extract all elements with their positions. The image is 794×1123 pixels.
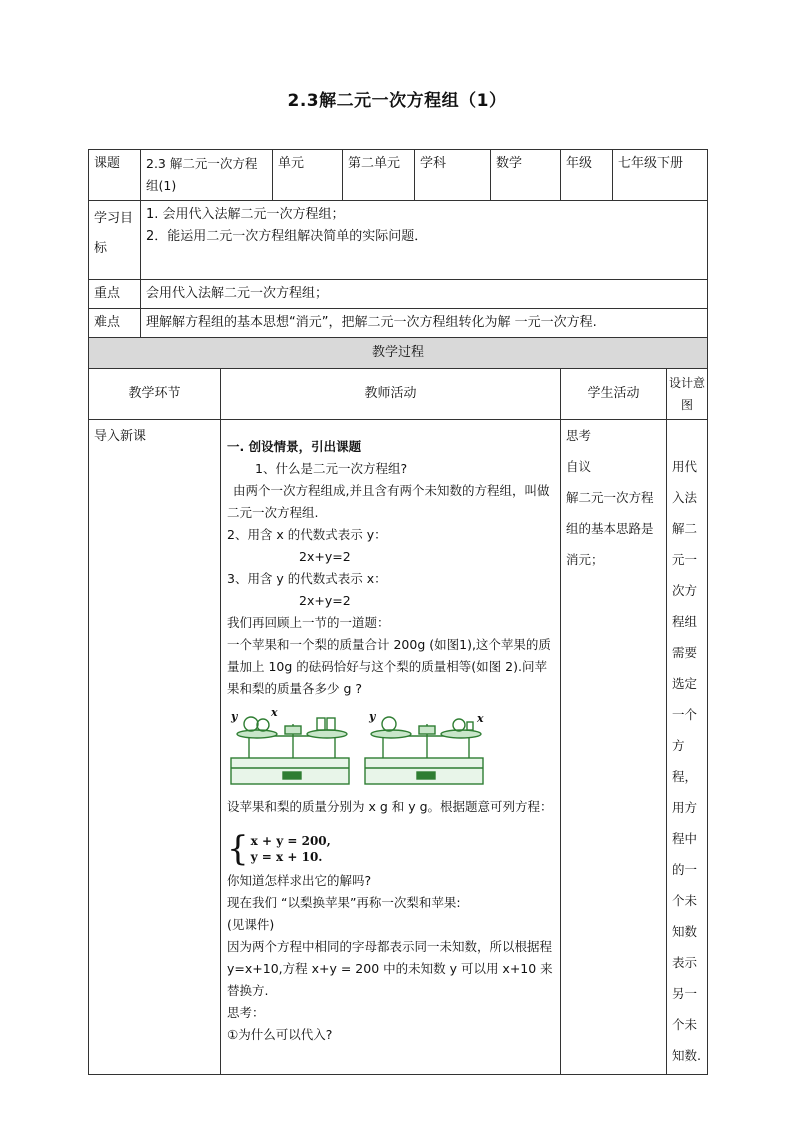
balance-scale-illustration xyxy=(227,706,489,792)
stage-cell: 导入新课 xyxy=(89,420,221,1075)
equation-line: x + y = 200, xyxy=(250,834,331,848)
grade-label: 年级 xyxy=(561,150,613,201)
equation-line: y = x + 10. xyxy=(250,850,323,864)
course-value: 2.3 解二元一次方程组(1) xyxy=(141,150,273,201)
fig-label-y: y xyxy=(231,710,238,723)
page-title: 2.3解二元一次方程组（1） xyxy=(287,91,507,111)
process-header: 教学过程 xyxy=(89,338,708,369)
goals-content xyxy=(141,201,708,280)
student-item: 解二元一次方程组的基本思路是消元； xyxy=(566,490,654,567)
subject-label: 学科 xyxy=(415,150,491,201)
key-point-value: 会用代入法解二元一次方程组； xyxy=(141,280,708,309)
brace-icon: { xyxy=(227,829,249,869)
fig-label-y: y xyxy=(369,710,376,723)
setup-text: 设苹果和梨的质量分别为 x g 和 y g。根据题意可列方程： xyxy=(227,799,553,814)
goal-item: 1. 会用代入法解二元一次方程组； xyxy=(146,207,345,222)
fig-label-x: x xyxy=(271,706,278,719)
key-point-label: 重点 xyxy=(89,280,141,309)
now-text: 现在我们 “以梨换苹果”再称一次梨和苹果: xyxy=(227,895,461,910)
equation-2: 2x+y=2 xyxy=(299,549,351,564)
goals-label: 学习目标 xyxy=(89,201,141,280)
question-3: 3、用含 y 的代数式表示 x： xyxy=(227,571,387,586)
column-header-student: 学生活动 xyxy=(561,369,667,420)
design-intent xyxy=(667,420,708,1075)
column-header-row xyxy=(89,369,708,420)
balance-figure xyxy=(227,706,554,792)
unit-value: 第二单元 xyxy=(343,150,415,201)
key-point-row xyxy=(89,280,708,309)
difficulty-value: 理解解方程组的基本思想“消元”，把解二元一次方程组转化为解 一元一次方程. xyxy=(141,309,708,338)
goals-row xyxy=(89,201,708,280)
because-text: 因为两个方程中相同的字母都表示同一未知数，所以根据程 y=x+10,方程 x+y = 200 中的未知数 y 可以用 x+10 来替换方. xyxy=(227,939,553,998)
student-item: 自议 xyxy=(566,459,592,474)
how-text: 你知道怎样求出它的解吗? xyxy=(227,873,372,888)
see-text: (见课件) xyxy=(227,917,275,932)
column-header-teacher: 教师活动 xyxy=(221,369,561,420)
difficulty-label: 难点 xyxy=(89,309,141,338)
fig-label-x: x xyxy=(477,712,484,725)
subject-value: 数学 xyxy=(491,150,561,201)
think-text: 思考： xyxy=(227,1005,265,1020)
question-2: 2、用含 x 的代数式表示 y： xyxy=(227,527,387,542)
course-label: 课题 xyxy=(89,150,141,201)
intent-text: 用代入法解二元一次方程组需要选定一个方程，用方程中的一个未知数表示另一个未知数. xyxy=(672,459,701,1063)
why-text: ①为什么可以代入? xyxy=(227,1027,333,1042)
teacher-activity xyxy=(221,420,561,1075)
problem-text: 一个苹果和一个梨的质量合计 200g (如图1),这个苹果的质量加上 10g 的砝码恰好与这个梨的质量相等(如图 2).问苹果和梨的质量各多少 g ? xyxy=(227,637,551,696)
equation-3: 2x+y=2 xyxy=(299,593,351,608)
unit-label: 单元 xyxy=(273,150,343,201)
question-1: 1、什么是二元一次方程组? xyxy=(255,461,408,476)
info-row xyxy=(89,150,708,201)
student-item: 思考 xyxy=(566,428,592,443)
column-header-stage: 教学环节 xyxy=(89,369,221,420)
student-activity xyxy=(561,420,667,1075)
grade-value: 七年级下册 xyxy=(613,150,708,201)
equation-system xyxy=(227,829,554,869)
column-header-intent: 设计意图 xyxy=(667,369,708,420)
recall-text: 我们再回顾上一节的一道题： xyxy=(227,615,390,630)
goal-item: 2．能运用二元一次方程组解决简单的实际问题． xyxy=(146,229,428,244)
answer-1: 由两个一次方程组成,并且含有两个未知数的方程组，叫做二元一次方程组. xyxy=(227,483,550,520)
section-heading: 一. 创设情景，引出课题 xyxy=(227,439,362,454)
lesson-plan-table xyxy=(88,149,708,1075)
difficulty-row xyxy=(89,309,708,338)
intro-row xyxy=(89,420,708,1075)
process-header-row xyxy=(89,338,708,369)
